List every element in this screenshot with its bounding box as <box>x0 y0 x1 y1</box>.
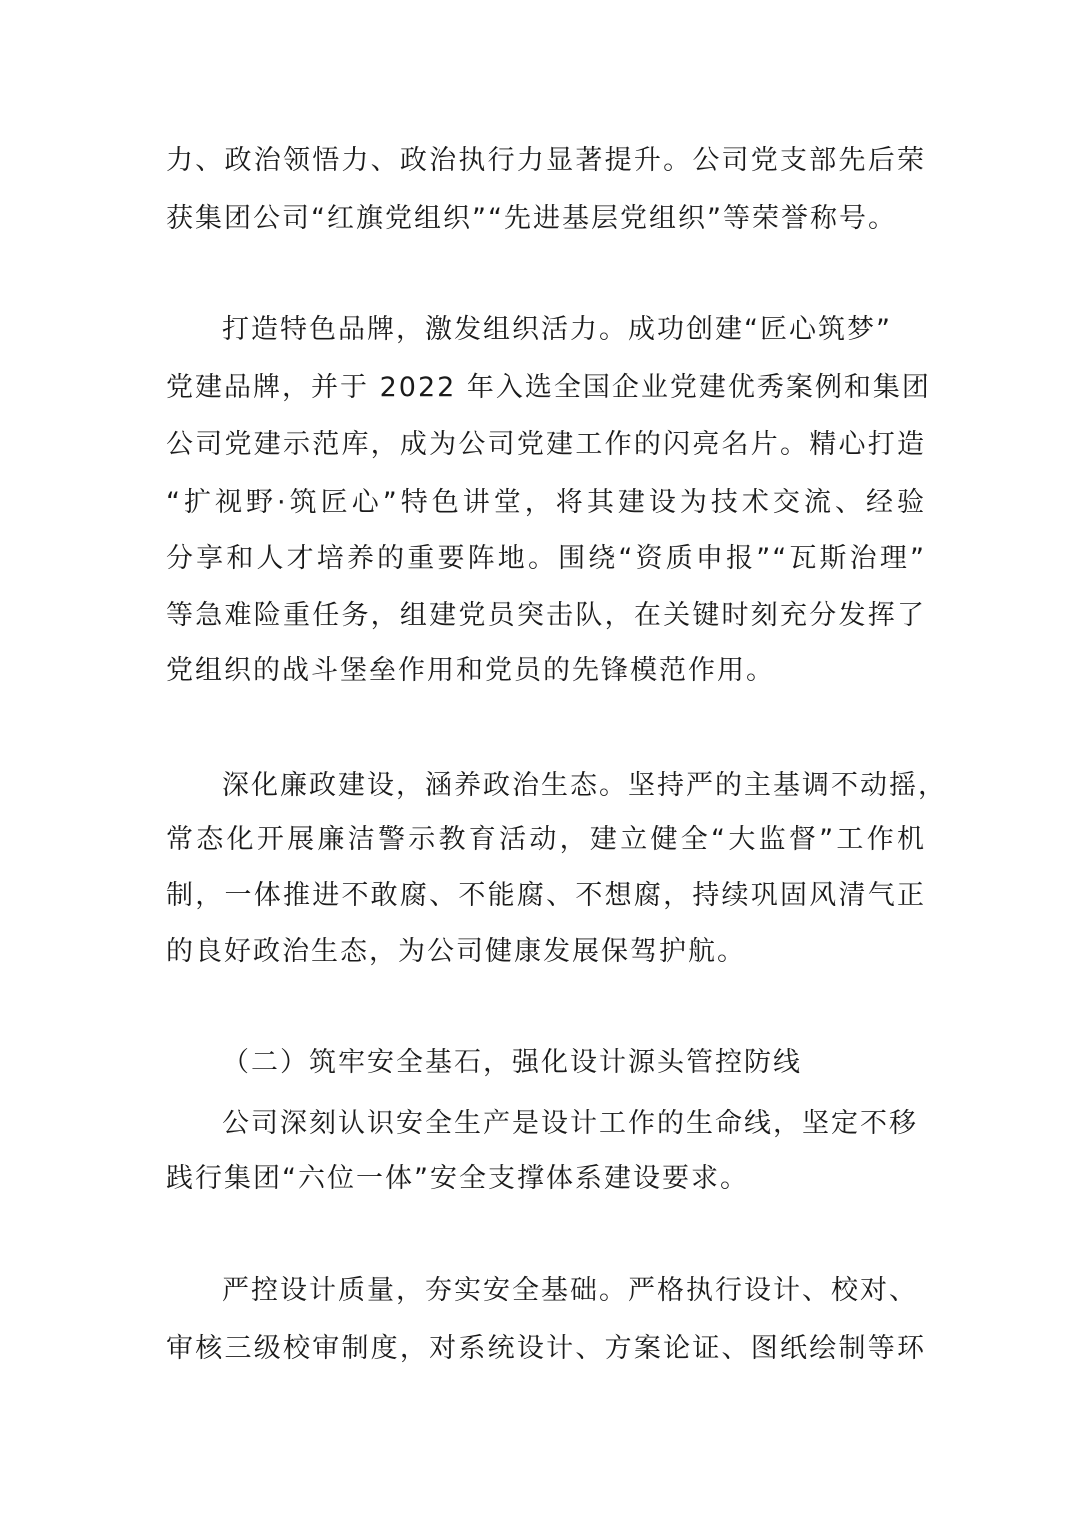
paragraph-heading-line: 打造特色品牌，激发组织活力。成功创建“匠心筑梦” <box>222 314 892 345</box>
text-line: 的良好政治生态，为公司健康发展保驾护航。 <box>166 936 746 967</box>
text-line: 党建品牌，并于 2022 年入选全国企业党建优秀案例和集团 <box>166 372 931 403</box>
paragraph-heading-line: 深化廉政建设，涵养政治生态。坚持严的主基调不动摇， <box>222 770 947 801</box>
text-line: 常态化开展廉洁警示教育活动，建立健全“大监督”工作机 <box>166 824 926 855</box>
text-line: “扩视野·筑匠心”特色讲堂，将其建设为技术交流、经验 <box>166 487 926 518</box>
section-heading: （二）筑牢安全基石，强化设计源头管控防线 <box>222 1047 802 1078</box>
text-line: 公司深刻认识安全生产是设计工作的生命线，坚定不移 <box>222 1108 918 1139</box>
paragraph-heading-line: 严控设计质量，夯实安全基础。严格执行设计、校对、 <box>222 1275 918 1306</box>
text-line: 公司党建示范库，成为公司党建工作的闪亮名片。精心打造 <box>166 429 926 460</box>
text-line: 分享和人才培养的重要阵地。围绕“资质申报”“瓦斯治理” <box>166 543 926 574</box>
text-line: 等急难险重任务，组建党员突击队，在关键时刻充分发挥了 <box>166 600 926 631</box>
text-line: 获集团公司“红旗党组织”“先进基层党组织”等荣誉称号。 <box>166 203 897 234</box>
text-line: 审核三级校审制度，对系统设计、方案论证、图纸绘制等环 <box>166 1333 926 1364</box>
text-line: 党组织的战斗堡垒作用和党员的先锋模范作用。 <box>166 655 775 686</box>
text-line: 制，一体推进不敢腐、不能腐、不想腐，持续巩固风清气正 <box>166 880 926 911</box>
text-line: 力、政治领悟力、政治执行力显著提升。公司党支部先后荣 <box>166 145 926 176</box>
text-line: 践行集团“六位一体”安全支撑体系建设要求。 <box>166 1163 749 1194</box>
